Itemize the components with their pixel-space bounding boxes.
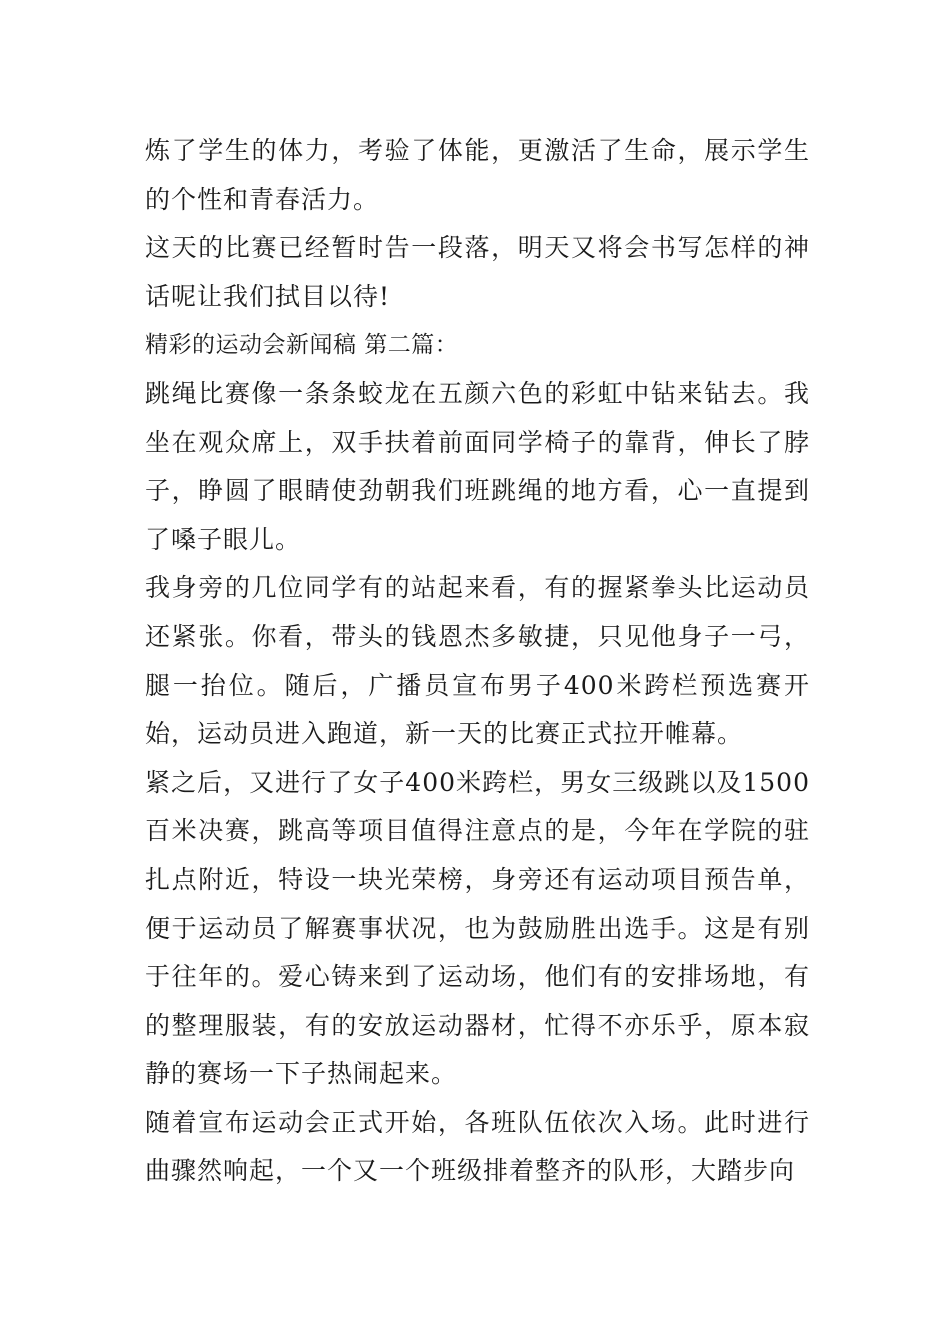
- paragraph-opening: 随着宣布运动会正式开始，各班队伍依次入场。此时进行曲骤然响起，一个又一个班级排着整齐的队形，大踏步向: [145, 1107, 810, 1186]
- paragraph-continuation: 炼了学生的体力，考验了体能，更激活了生命，展示学生的个性和青春活力。: [145, 136, 810, 214]
- section-heading: 精彩的运动会新闻稿 第二篇：: [145, 332, 459, 359]
- paragraph-jump-rope: 跳绳比赛像一条条蛟龙在五颜六色的彩虹中钻来钻去。我坐在观众席上，双手扶着前面同学椅子的靠背，伸长了脖子，睁圆了眼睛使劲朝我们班跳绳的地方看，心一直提到了嗓子眼儿。: [145, 378, 810, 554]
- paragraph-events: 紧之后，又进行了女子400米跨栏，男女三级跳以及1500百米决赛，跳高等项目值得注意点的是，今年在学院的驻扎点附近，特设一块光荣榜，身旁还有运动项目预告单，便于运动员了解赛事状况，也为鼓励胜出选手。这是有别于往年的。爱心铸来到了运动场，他们有的安排场地，有的整理服装，有的安放运动器材，忙得不亦乐乎，原本寂静的赛场一下子热闹起来。: [145, 767, 810, 1089]
- article-body: [145, 127, 810, 1196]
- paragraph-closing: 这天的比赛已经暂时告一段落，明天又将会书写怎样的神话呢让我们拭目以待!: [145, 233, 810, 311]
- paragraph-classmates: 我身旁的几位同学有的站起来看，有的握紧拳头比运动员还紧张。你看，带头的钱恩杰多敏捷，只见他身子一弓，腿一抬位。随后，广播员宣布男子400米跨栏预选赛开始，运动员进入跑道，新一天的比赛正式拉开帷幕。: [145, 573, 810, 749]
